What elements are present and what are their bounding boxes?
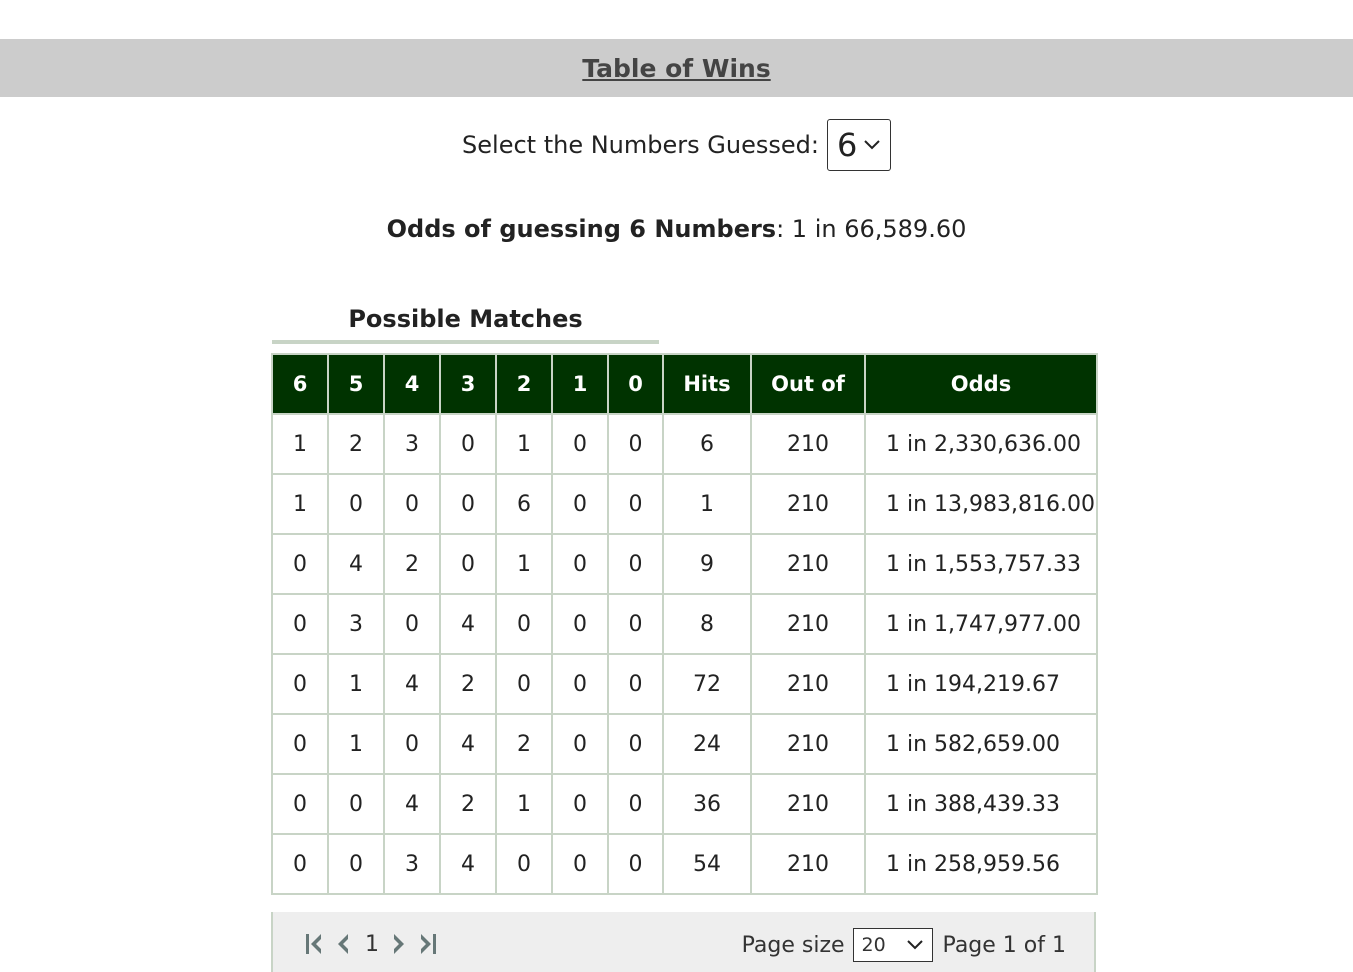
table-cell: 210 [751, 654, 865, 714]
odds-cell: 1 in 258,959.56 [865, 834, 1097, 894]
last-page-icon[interactable] [417, 930, 439, 958]
table-cell: 210 [751, 474, 865, 534]
column-header[interactable]: 5 [328, 354, 384, 414]
table-cell: 0 [328, 834, 384, 894]
table-cell: 0 [608, 534, 663, 594]
table-cell: 2 [440, 654, 496, 714]
column-header[interactable]: 6 [272, 354, 328, 414]
pager-info [742, 928, 1066, 962]
table-cell: 0 [608, 714, 663, 774]
table-cell: 0 [496, 654, 552, 714]
table-cell: 2 [496, 714, 552, 774]
table-cell: 0 [608, 594, 663, 654]
column-header[interactable]: 0 [608, 354, 663, 414]
column-header-hits[interactable]: Hits [663, 354, 751, 414]
chevron-down-icon [906, 939, 924, 951]
table-cell: 4 [440, 594, 496, 654]
previous-page-icon[interactable] [331, 930, 353, 958]
odds-cell: 1 in 13,983,816.00 [865, 474, 1097, 534]
possible-matches-caption: Possible Matches [272, 304, 659, 344]
table-cell: 0 [440, 414, 496, 474]
odds-cell: 1 in 1,747,977.00 [865, 594, 1097, 654]
table-cell: 2 [384, 534, 440, 594]
page-size-select[interactable] [853, 928, 933, 962]
table-cell: 0 [384, 594, 440, 654]
odds-cell: 1 in 388,439.33 [865, 774, 1097, 834]
numbers-guessed-value: 6 [836, 126, 858, 164]
table-cell: 2 [440, 774, 496, 834]
table-cell: 1 [272, 414, 328, 474]
table-cell: 8 [663, 594, 751, 654]
table-row [272, 474, 1097, 534]
table-cell: 4 [440, 714, 496, 774]
table-cell: 1 [272, 474, 328, 534]
chevron-down-icon [863, 139, 881, 151]
table-row [272, 654, 1097, 714]
column-header-out-of[interactable]: Out of [751, 354, 865, 414]
column-header[interactable]: 3 [440, 354, 496, 414]
pager [271, 912, 1096, 972]
table-cell: 0 [552, 834, 608, 894]
current-page-number[interactable]: 1 [365, 931, 379, 957]
table-cell: 210 [751, 414, 865, 474]
table-row [272, 534, 1097, 594]
table-row [272, 714, 1097, 774]
table-cell: 0 [608, 654, 663, 714]
column-header[interactable]: 4 [384, 354, 440, 414]
odds-value: : 1 in 66,589.60 [776, 215, 967, 243]
column-header[interactable]: 1 [552, 354, 608, 414]
title-bar [0, 39, 1353, 97]
table-cell: 24 [663, 714, 751, 774]
table-of-wins-link[interactable]: Table of Wins [582, 53, 771, 83]
table-cell: 3 [384, 834, 440, 894]
table-cell: 0 [608, 474, 663, 534]
table-cell: 210 [751, 714, 865, 774]
table-row [272, 774, 1097, 834]
table-cell: 0 [440, 474, 496, 534]
page-size-label: Page size [741, 932, 845, 958]
table-cell: 4 [328, 534, 384, 594]
table-cell: 210 [751, 774, 865, 834]
table-cell: 4 [440, 834, 496, 894]
table-cell: 0 [552, 474, 608, 534]
table-cell: 210 [751, 534, 865, 594]
table-cell: 0 [552, 534, 608, 594]
table-cell: 0 [272, 534, 328, 594]
first-page-icon[interactable] [303, 930, 325, 958]
numbers-guessed-label: Select the Numbers Guessed: [462, 131, 819, 159]
table-cell: 4 [384, 774, 440, 834]
table-cell: 0 [552, 714, 608, 774]
table-cell: 0 [272, 774, 328, 834]
numbers-guessed-select[interactable] [827, 119, 891, 171]
page-size-value: 20 [861, 934, 886, 956]
next-page-icon[interactable] [389, 930, 411, 958]
table-cell: 4 [384, 654, 440, 714]
table-cell: 1 [328, 714, 384, 774]
table-cell: 9 [663, 534, 751, 594]
table-header-row [272, 354, 1097, 414]
column-header[interactable]: 2 [496, 354, 552, 414]
table-cell: 54 [663, 834, 751, 894]
table-cell: 0 [272, 594, 328, 654]
table-cell: 1 [496, 414, 552, 474]
table-cell: 210 [751, 594, 865, 654]
odds-cell: 1 in 194,219.67 [865, 654, 1097, 714]
table-row [272, 594, 1097, 654]
numbers-guessed-row [0, 118, 1353, 172]
table-cell: 0 [272, 654, 328, 714]
table-cell: 1 [496, 534, 552, 594]
table-cell: 0 [384, 714, 440, 774]
table-cell: 72 [663, 654, 751, 714]
table-cell: 6 [496, 474, 552, 534]
pager-nav [303, 930, 445, 958]
table-cell: 0 [496, 834, 552, 894]
table-row [272, 414, 1097, 474]
odds-line [0, 215, 1353, 243]
table-cell: 1 [663, 474, 751, 534]
table-cell: 1 [496, 774, 552, 834]
table-cell: 0 [440, 534, 496, 594]
odds-label: Odds of guessing 6 Numbers [386, 215, 777, 243]
table-cell: 0 [328, 474, 384, 534]
table-cell: 36 [663, 774, 751, 834]
table-cell: 0 [328, 774, 384, 834]
table-cell: 6 [663, 414, 751, 474]
table-cell: 3 [384, 414, 440, 474]
table-cell: 0 [608, 414, 663, 474]
table-cell: 0 [552, 594, 608, 654]
odds-cell: 1 in 582,659.00 [865, 714, 1097, 774]
table-cell: 0 [608, 834, 663, 894]
table-cell: 0 [552, 654, 608, 714]
odds-cell: 1 in 2,330,636.00 [865, 414, 1097, 474]
table-cell: 0 [552, 414, 608, 474]
table-cell: 2 [328, 414, 384, 474]
table-cell: 0 [272, 714, 328, 774]
table-cell: 0 [552, 774, 608, 834]
page-info: Page 1 of 1 [942, 932, 1066, 958]
table-cell: 210 [751, 834, 865, 894]
matches-table [271, 353, 1098, 895]
odds-cell: 1 in 1,553,757.33 [865, 534, 1097, 594]
table-cell: 1 [328, 654, 384, 714]
table-row [272, 834, 1097, 894]
column-header-odds[interactable]: Odds [865, 354, 1097, 414]
table-cell: 3 [328, 594, 384, 654]
table-cell: 0 [608, 774, 663, 834]
table-cell: 0 [384, 474, 440, 534]
table-cell: 0 [272, 834, 328, 894]
table-cell: 0 [496, 594, 552, 654]
